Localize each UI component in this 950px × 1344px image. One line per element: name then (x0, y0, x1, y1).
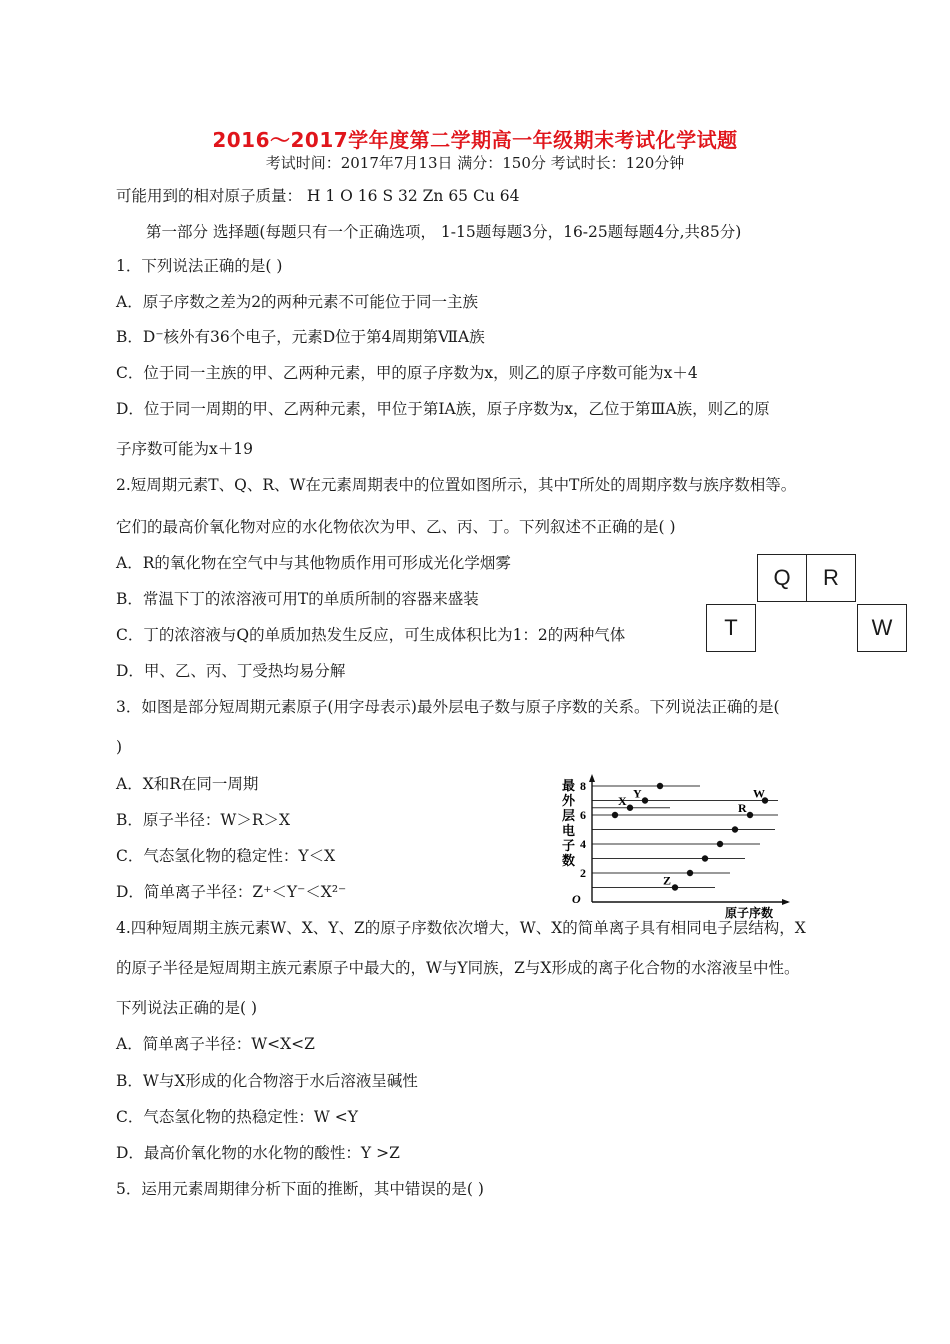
q1-option-a: A．原子序数之差为2的两种元素不可能位于同一主族 (116, 293, 479, 311)
data-point (732, 826, 738, 832)
y-axis-label-char: 最 (562, 779, 576, 794)
q2-option-c: C．丁的浓溶液与Q的单质加热发生反应，可生成体积比为1：2的两种气体 (116, 626, 626, 644)
exam-title: 2016～2017学年度第二学期高一年级期末考试化学试题 (212, 128, 738, 152)
atomic-masses: 可能用到的相对原子质量： H 1 O 16 S 32 Zn 65 Cu 64 (116, 187, 520, 205)
y-axis-label (562, 779, 576, 869)
point-label: Y (633, 786, 642, 801)
q1-stem: 1．下列说法正确的是( ) (116, 257, 283, 275)
q4-stem-line3: 下列说法正确的是( ) (116, 999, 258, 1017)
q3-stem-line1: 3．如图是部分短周期元素原子(用字母表示)最外层电子数与原子序数的关系。下列说法正确的是( (116, 698, 780, 716)
q3-option-a: A．X和R在同一周期 (116, 775, 259, 793)
q1-option-c: C．位于同一主族的甲、乙两种元素，甲的原子序数为x，则乙的原子序数可能为x＋4 (116, 364, 698, 382)
y-axis-label-char: 层 (562, 809, 576, 824)
point-label: W (753, 786, 765, 801)
point-label: R (738, 801, 747, 815)
q3-stem-line2: ) (116, 738, 123, 756)
q3-option-b: B．原子半径：W＞R＞X (116, 811, 291, 829)
q2-stem-line2: 它们的最高价氧化物对应的水化物依次为甲、乙、丙、丁。下列叙述不正确的是( ) (116, 518, 676, 536)
data-point (627, 805, 633, 811)
y-tick-label: 4 (580, 837, 586, 851)
data-point (642, 797, 648, 803)
data-point (702, 855, 708, 861)
data-point (612, 812, 618, 818)
q4-stem-line2: 的原子半径是短周期主族元素原子中最大的，W与Y同族，Z与X形成的离子化合物的水溶液呈中性。 (116, 959, 800, 977)
data-point (687, 870, 693, 876)
y-axis-label-char: 数 (562, 854, 576, 869)
data-point (672, 884, 678, 890)
point-label: X (618, 793, 627, 808)
y-axis-arrow (589, 774, 595, 782)
y-axis-label-char: 电 (562, 824, 576, 839)
q2-stem-line1: 2.短周期元素T、Q、R、W在元素周期表中的位置如图所示，其中T所处的周期序数与族序数相等。 (116, 476, 797, 494)
origin-label: O (572, 892, 581, 906)
q1-option-d-line1: D．位于同一周期的甲、乙两种元素，甲位于第ⅠA族，原子序数为x，乙位于第ⅢA族，则乙的原 (116, 400, 770, 418)
q2-option-a: A．R的氧化物在空气中与其他物质作用可形成光化学烟雾 (116, 554, 511, 572)
q4-option-a: A．简单离子半径：W<X<Z (116, 1035, 315, 1053)
y-tick-label: 2 (580, 866, 586, 880)
y-axis-label-char: 外 (562, 794, 576, 809)
q2-option-d: D．甲、乙、丙、丁受热均易分解 (116, 662, 346, 680)
cell-r: R (806, 554, 856, 602)
cell-t: T (706, 604, 756, 652)
x-axis-label: 原子序数 (725, 906, 774, 920)
part-heading: 第一部分 选择题(每题只有一个正确选项， 1-15题每题3分，16-25题每题4分,共85分) (146, 223, 742, 241)
y-tick-label: 8 (580, 779, 586, 793)
data-point (747, 812, 753, 818)
data-point (717, 841, 723, 847)
cell-w: W (857, 604, 907, 652)
data-points (612, 783, 768, 891)
q3-option-c: C．气态氢化物的稳定性：Y＜X (116, 847, 336, 865)
electron-chart (560, 772, 790, 922)
data-point (657, 783, 663, 789)
exam-info: 考试时间：2017年7月13日 满分：150分 考试时长：120分钟 (265, 154, 685, 172)
q2-option-b: B．常温下丁的浓溶液可用T的单质所制的容器来盛装 (116, 590, 479, 608)
q5-stem: 5．运用元素周期律分析下面的推断，其中错误的是( ) (116, 1180, 484, 1198)
cell-q: Q (757, 554, 807, 602)
y-tick-labels (580, 779, 586, 880)
q4-option-b: B．W与X形成的化合物溶于水后溶液呈碱性 (116, 1072, 418, 1090)
q3-option-d: D．简单离子半径：Z⁺＜Y⁻＜X²⁻ (116, 883, 347, 901)
y-axis-label-char: 子 (562, 839, 576, 854)
q4-stem-line1: 4.四种短周期主族元素W、X、Y、Z的原子序数依次增大，W、X的简单离子具有相同电子层结构，X (116, 919, 806, 937)
point-label: Z (663, 873, 672, 888)
x-axis-arrow (782, 899, 790, 905)
y-tick-label: 6 (580, 808, 586, 822)
q1-option-d-line2: 子序数可能为x＋19 (116, 440, 253, 458)
q4-option-c: C．气态氢化物的热稳定性：W <Y (116, 1108, 358, 1126)
q1-option-b: B．D⁻核外有36个电子，元素D位于第4周期第ⅦA族 (116, 328, 485, 346)
q4-option-d: D．最高价氧化物的水化物的酸性：Y >Z (116, 1144, 400, 1162)
